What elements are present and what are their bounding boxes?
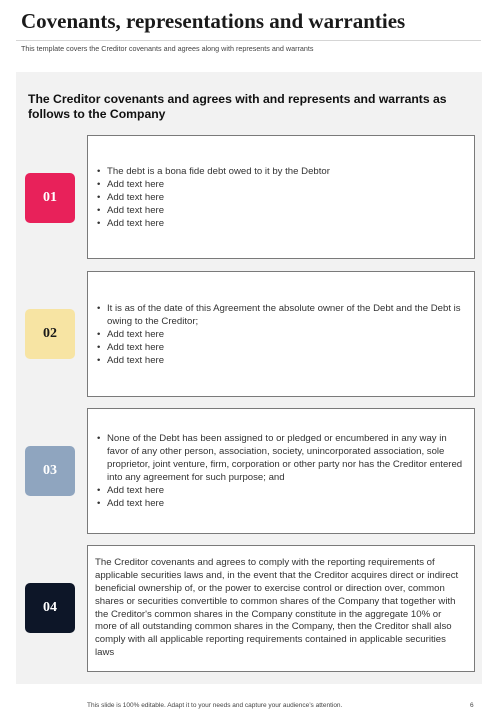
list-item: • Add text here (95, 328, 464, 341)
list-item: • Add text here (95, 341, 464, 354)
badge-number: 03 (43, 463, 57, 478)
title-divider (16, 40, 481, 41)
badge-04 (25, 583, 75, 633)
list-item: • The debt is a bona fide debt owed to it by the Debtor (95, 165, 464, 178)
list-item: • Add text here (95, 204, 464, 217)
list-item: • Add text here (95, 191, 464, 204)
list-item: • It is as of the date of this Agreement the absolute owner of the Debt and the Debt is owing to the Creditor; (95, 302, 464, 328)
page-number: 6 (470, 702, 474, 709)
list-item: • Add text here (95, 217, 464, 230)
badge-01 (25, 173, 75, 223)
page-title: Covenants, representations and warranties (21, 9, 406, 33)
card-01 (87, 135, 475, 259)
page-subtitle: This template covers the Creditor covenants and agrees along with represents and warrants (21, 44, 314, 53)
list-item: • None of the Debt has been assigned to or pledged or encumbered in any way in favor of any other person, association, society, unincorporated association, sole proprietor, joint venture, firm, corporation or other party nor has the Creditor entered into any agreement for such purpose; and (95, 432, 464, 484)
list-item: • Add text here (95, 497, 464, 510)
card-paragraph: The Creditor covenants and agrees to comply with the reporting requirements of applicable securities laws and, in the event that the Creditor acquires direct or indirect beneficial ownership of, or the power to exercise control or direction over, common shares or securities convertible to common shares of the Company that together with the Creditor's common shares in the Company constitute in the aggregate 10% or more of all outstanding common shares in the Company, then the Creditor shall also comply with all applicable reporting requirements contained in applicable securities laws (95, 556, 459, 659)
bullet-list (95, 432, 464, 510)
footer-note: This slide is 100% editable. Adapt it to your needs and capture your audience’s attention. (87, 702, 343, 709)
section-heading: The Creditor covenants and agrees with and represents and warrants as follows to the Company (28, 92, 447, 121)
list-item: • Add text here (95, 484, 464, 497)
list-item: • Add text here (95, 354, 464, 367)
badge-03 (25, 446, 75, 496)
badge-02 (25, 309, 75, 359)
badge-number: 01 (43, 190, 57, 205)
list-item: • Add text here (95, 178, 464, 191)
bullet-list (95, 302, 464, 367)
badge-number: 04 (43, 600, 57, 615)
badge-number: 02 (43, 326, 57, 341)
card-02 (87, 271, 475, 397)
card-04 (87, 545, 475, 672)
bullet-list (95, 165, 464, 230)
card-03 (87, 408, 475, 534)
